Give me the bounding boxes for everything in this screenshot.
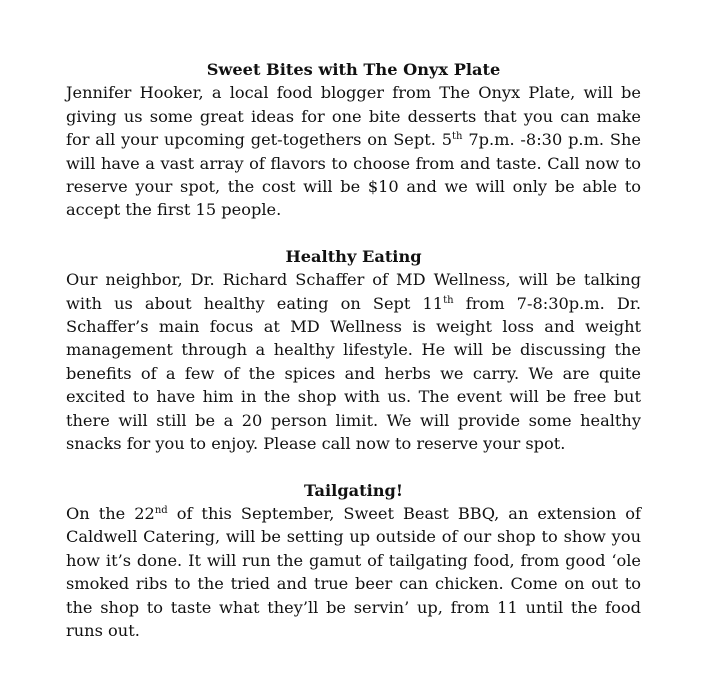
newsletter-page [66,58,641,665]
section-body [66,268,641,455]
body-text-start: On the 22 [66,503,155,523]
section-body [66,502,641,642]
body-text-start: Our neighbor, Dr. Richard Schaffer of MD Wellness, will be talking with us about healthy eating on Sept 11 [66,270,641,313]
section-heading: Healthy Eating [285,246,422,266]
body-text-end: from 7-8:30p.m. Dr. Schaffer’s main focus at MD Wellness is weight loss and weight management through a healthy lifestyle. He will be discussing the benefits of a few of the spices and herbs we carry. We are quite excited to have him in the shop with us. The event will be free but there will still be a 20 person limit. We will provide some healthy snacks for you to enjoy. Please call now to reserve your spot. [66,293,642,454]
body-text-end: 7p.m. -8:30 p.m. She will have a vast array of flavors to choose from and taste. Call now to reserve your spot, the cost will be $10 and we will only be able to accept the first 15 people. [66,130,641,220]
section-sweet-bites [66,58,641,222]
ordinal-suffix: th [452,131,463,142]
section-body [66,81,641,221]
body-text-start: Jennifer Hooker, a local food blogger from The Onyx Plate, will be giving us some great ideas for one bite desserts that you can make for all your upcoming get-togethers on Sept. 5 [66,83,641,150]
ordinal-suffix: th [443,294,454,306]
section-tailgating [66,479,641,643]
section-heading: Sweet Bites with The Onyx Plate [206,60,501,79]
body-text-end: of this September, Sweet Beast BBQ, an extension of Caldwell Catering, will be setting up outside of our shop to show you how it’s done. It will run the gamut of tailgating food, from good ‘ole smoked ribs to the tried and true beer can chicken. Come on out to the shop to taste what they’ll be servin’ up, from 11 until the food runs out. [66,503,641,640]
section-healthy-eating [66,245,641,456]
section-heading: Tailgating! [304,480,403,500]
ordinal-suffix: nd [154,504,168,516]
